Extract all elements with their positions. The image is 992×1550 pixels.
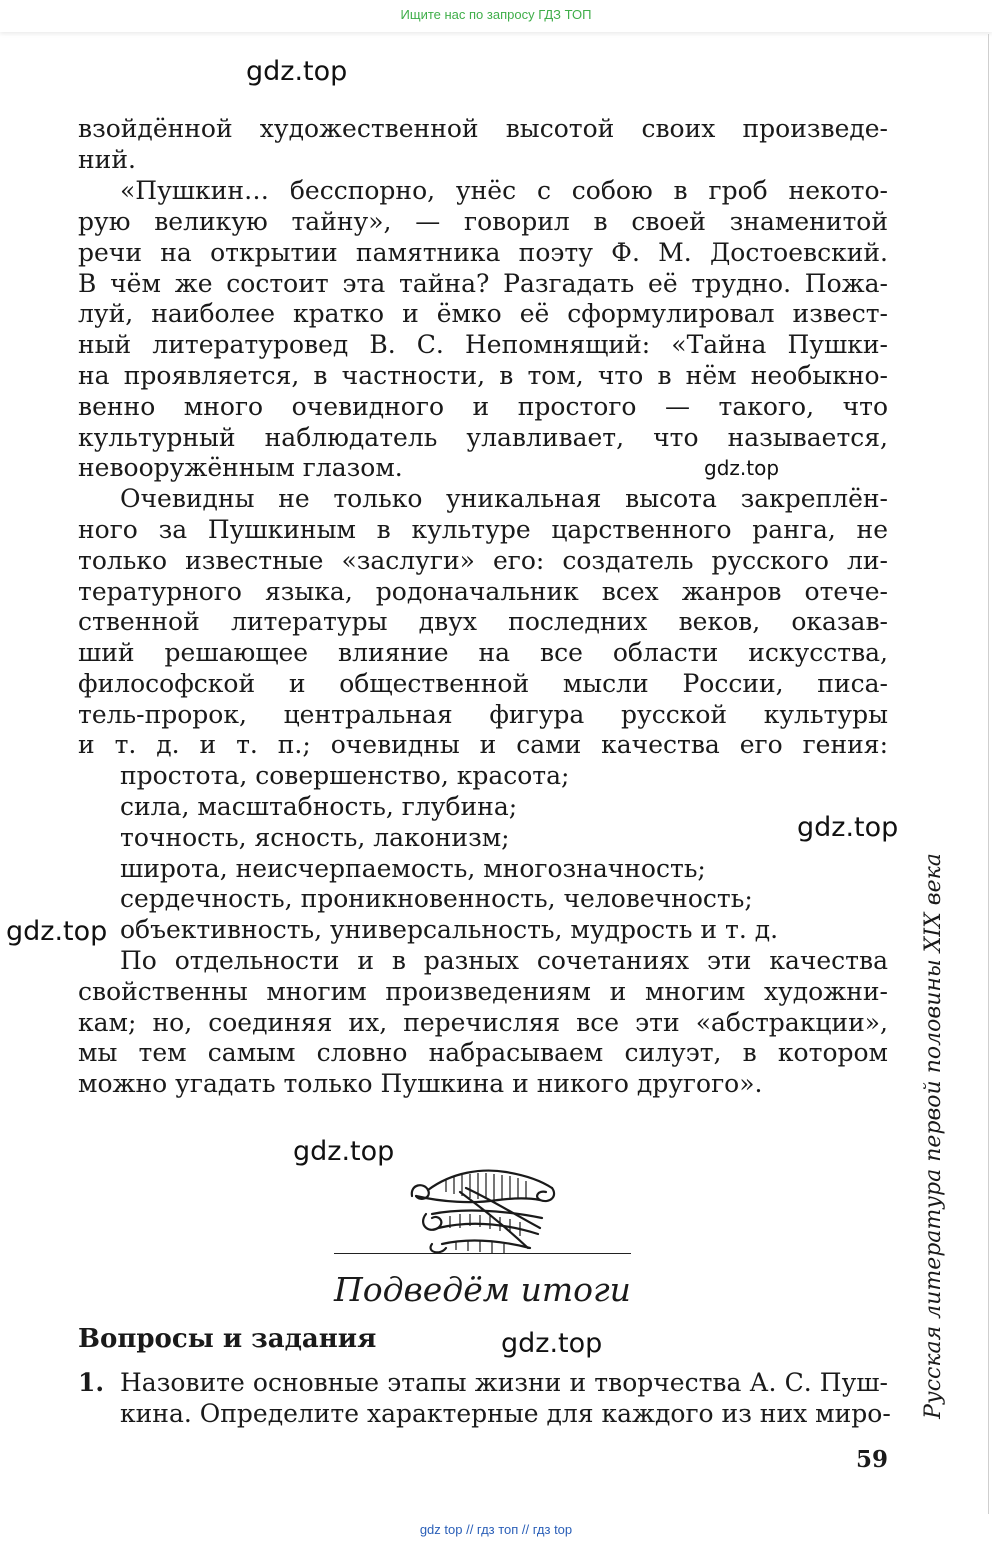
text-line: Очевидны не только уникальная высота закреплён- bbox=[120, 484, 888, 513]
text-line: тературного языка, родоначальник всех жанров отече- bbox=[78, 577, 888, 606]
text-line: ший решающее влияние на все области искусства, bbox=[78, 638, 888, 667]
text-line: только известные «заслуги» его: создатель русского ли- bbox=[78, 546, 888, 575]
text-line: невооружённым глазом. bbox=[78, 453, 403, 482]
watermark: gdz.top bbox=[246, 56, 348, 87]
question-number: 1. bbox=[78, 1368, 105, 1397]
watermark: gdz.top bbox=[797, 812, 899, 843]
text-line: венно много очевидного и простого — такого, что bbox=[78, 392, 888, 421]
text-line: взойдённой художественной высотой своих произведе- bbox=[78, 114, 888, 143]
text-line: можно угадать только Пушкина и никого другого». bbox=[78, 1069, 763, 1098]
text-line: свойственны многим произведениям и многим художни- bbox=[78, 977, 888, 1006]
questions-heading: Вопросы и задания bbox=[78, 1324, 377, 1354]
footer-links[interactable]: gdz top // гдз топ // гдз top bbox=[419, 1522, 573, 1537]
text-line: на проявляется, в частности, в том, что в нём необыкно- bbox=[78, 361, 888, 390]
watermark: gdz.top bbox=[6, 916, 108, 947]
watermark: gdz.top bbox=[293, 1136, 395, 1167]
text-line: кам; но, соединяя их, перечисляя все эти «абстракции», bbox=[78, 1008, 888, 1037]
list-line: широта, неисчерпаемость, многозначность; bbox=[120, 854, 706, 883]
list-line: точность, ясность, лаконизм; bbox=[120, 823, 510, 852]
side-running-title: Русская литература первой половины XIX века bbox=[921, 853, 946, 1419]
text-line: В чём же состоит эта тайна? Разгадать её трудно. Пожа- bbox=[78, 269, 888, 298]
text-line: мы тем самым словно набрасываем силуэт, в котором bbox=[78, 1038, 888, 1067]
text-line: По отдельности и в разных сочетаниях эти качества bbox=[120, 946, 888, 975]
text-line: речи на открытии памятника поэту Ф. М. Достоевский. bbox=[78, 238, 888, 267]
text-line: философской и общественной мысли России, писа- bbox=[78, 669, 888, 698]
text-line: луй, наиболее кратко и ёмко её сформулировал извест- bbox=[78, 299, 888, 328]
text-line: ный литературовед В. С. Непомнящий: «Тайна Пушки- bbox=[78, 330, 888, 359]
text-line: ного за Пушкиным в культуре царственного ранга, не bbox=[78, 515, 888, 544]
top-banner[interactable]: Ищите нас по запросу ГДЗ ТОП bbox=[0, 0, 992, 32]
scroll-quill-ornament-icon bbox=[402, 1158, 562, 1258]
list-line: простота, совершенство, красота; bbox=[120, 761, 570, 790]
list-line: сердечность, проникновенность, человечность; bbox=[120, 884, 753, 913]
text-line: и т. д. и т. п.; очевидны и сами качества его гения: bbox=[78, 730, 888, 759]
text-line: рую великую тайну», — говорил в своей знаменитой bbox=[78, 207, 888, 236]
question-line: кина. Определите характерные для каждого из них миро- bbox=[120, 1399, 891, 1428]
page-number: 59 bbox=[856, 1446, 889, 1473]
page-edge-rule bbox=[988, 34, 989, 1514]
text-line: «Пушкин… бесспорно, унёс с собою в гроб некото- bbox=[120, 176, 888, 205]
watermark: gdz.top bbox=[704, 456, 780, 480]
section-divider bbox=[334, 1253, 631, 1254]
text-line: тель-пророк, центральная фигура русской культуры bbox=[78, 700, 888, 729]
text-line: ственной литературы двух последних веков, оказав- bbox=[78, 607, 888, 636]
section-title: Подведём итоги bbox=[334, 1270, 631, 1309]
text-line: ний. bbox=[78, 145, 136, 174]
list-line: объективность, универсальность, мудрость и т. д. bbox=[120, 915, 779, 944]
text-line: культурный наблюдатель улавливает, что называется, bbox=[78, 423, 888, 452]
list-line: сила, масштабность, глубина; bbox=[120, 792, 518, 821]
watermark: gdz.top bbox=[501, 1328, 603, 1359]
question-line: Назовите основные этапы жизни и творчества А. С. Пуш- bbox=[120, 1368, 888, 1397]
